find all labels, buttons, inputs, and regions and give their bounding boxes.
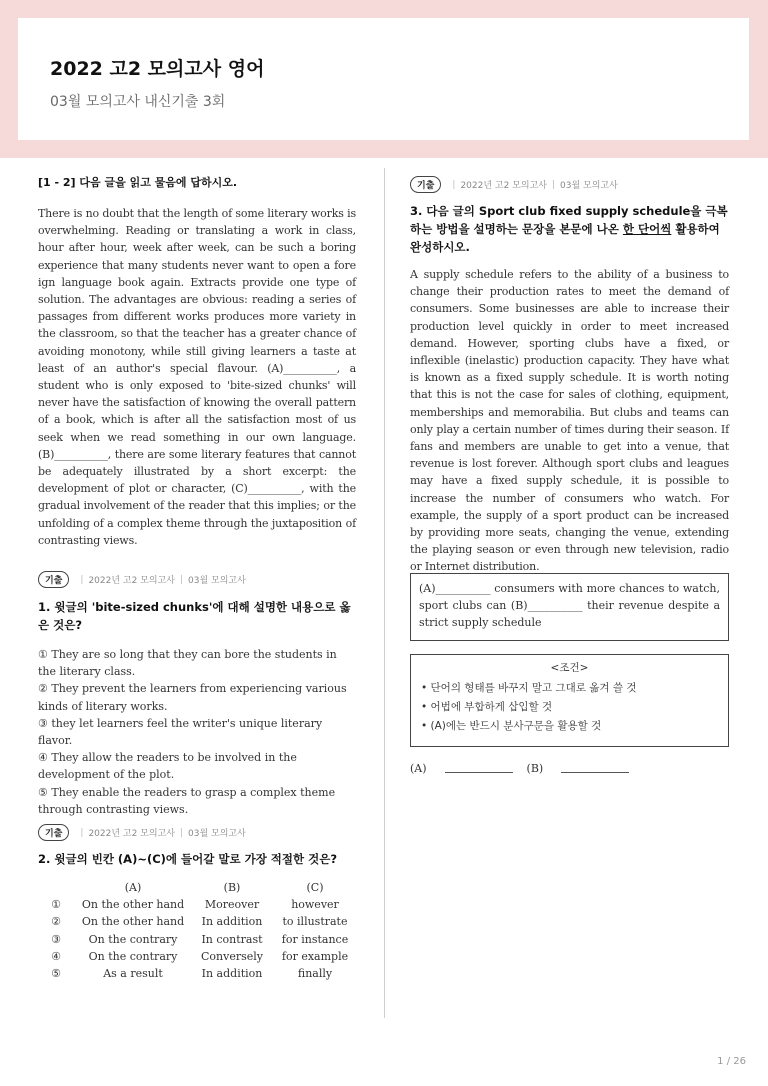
condition-item: • 단어의 형태를 바꾸지 말고 그대로 옮겨 쓸 것 <box>421 679 718 698</box>
q3-tag: 기출 <box>410 176 441 193</box>
page-number: 1 / 26 <box>717 1056 746 1067</box>
q2-row-num: ② <box>51 915 61 929</box>
q2-header-a: (A) <box>124 881 142 895</box>
q2-source-year: 2022년 고2 모의고사 <box>88 829 175 839</box>
q2-answer-table <box>38 879 358 982</box>
q1-tag: 기출 <box>38 571 69 588</box>
conditions-list <box>421 679 718 736</box>
conditions-title: <조건> <box>550 662 589 674</box>
q2-row-c: to illustrate <box>282 915 348 929</box>
q2-row-a: On the contrary <box>88 932 178 946</box>
summary-sentence: (A)__________ consumers with more chances to watch, sport clubs can (B)__________ their revenue despite a strict supply schedule <box>419 582 720 630</box>
q2-row-3[interactable] <box>38 931 358 948</box>
q2-source-month: 03월 모의고사 <box>188 829 246 839</box>
q1-source-row <box>38 571 246 588</box>
separator: | <box>80 574 84 585</box>
q2-row-c: however <box>291 898 339 912</box>
q2-title: 2. 윗글의 빈칸 (A)~(C)에 들어갈 말로 가장 적절한 것은? <box>38 852 338 866</box>
q1-source-year: 2022년 고2 모의고사 <box>88 576 175 586</box>
separator: | <box>179 574 184 585</box>
q2-row-2[interactable] <box>38 913 358 930</box>
q3-title-before: 3. 다음 글의 Sport club fixed supply schedule을 극복하는 방법을 설명하는 문장을 본문에 나온 <box>410 204 728 236</box>
q1-option-3[interactable]: ③ they let learners feel the writer's unique literary flavor. <box>38 716 323 748</box>
q2-row-c: finally <box>297 967 333 981</box>
instruction-heading: [1 - 2] 다음 글을 읽고 물음에 답하시오. <box>38 176 238 189</box>
q2-header-b: (B) <box>223 881 241 895</box>
separator: | <box>179 827 184 838</box>
q3-title-after: 활용하여 완성하시오. <box>410 222 720 254</box>
q2-row-c: for instance <box>281 932 349 946</box>
q3-source-row <box>410 176 618 193</box>
header-card <box>18 18 749 140</box>
q2-row-num: ① <box>51 898 61 912</box>
q2-row-5[interactable] <box>38 965 358 982</box>
answer-blanks <box>410 762 635 775</box>
q2-row-num: ⑤ <box>51 967 61 981</box>
q2-row-4[interactable] <box>38 948 358 965</box>
passage-right: A supply schedule refers to the ability of a business to change their production rates to meet the demand of consumers. Some businesses are able to increase their production level quickly in order to meet increased demand. However, sporting clubs have a fixed, or inflexible (inelastic) production capacity. They have what is known as a fixed supply schedule. It is worth noting that this is not the case for sales of clothing, equipment, memberships and memorabilia. But clubs and teams can only play a certain number of times during their season. If fans and members are unable to get into a venue, that revenue is lost forever. Although sport clubs and leagues may have a fixed supply schedule, it is possible to increase the number of consumers who watch. For example, the supply of a sport product can be increased by providing more seats, changing the venue, extending the playing season or even through new television, radio or Internet distribution. <box>410 268 729 574</box>
q1-source-month: 03월 모의고사 <box>188 576 246 586</box>
condition-item: • (A)에는 반드시 분사구문을 활용할 것 <box>421 717 718 736</box>
q2-row-a: On the contrary <box>88 949 178 963</box>
q1-title: 1. 윗글의 'bite-sized chunks'에 대해 설명한 내용으로 옳은 것은? <box>38 600 351 632</box>
answer-a-label: (A) <box>410 762 427 775</box>
q2-row-num: ③ <box>51 932 61 946</box>
q1-option-1[interactable]: ① They are so long that they can bore the students in the literary class. <box>38 648 337 679</box>
q1-option-4[interactable]: ④ They allow the readers to be involved in the development of the plot. <box>38 751 297 782</box>
q2-header-c: (C) <box>306 881 324 895</box>
q2-row-a: On the other hand <box>81 898 185 912</box>
q1-option-2[interactable]: ② They prevent the learners from experiencing various kinds of literary works. <box>38 682 347 713</box>
q3-source-year: 2022년 고2 모의고사 <box>460 181 547 191</box>
q2-row-b: In contrast <box>201 932 263 946</box>
q1-options <box>38 646 356 818</box>
condition-item: • 어법에 부합하게 삽입할 것 <box>421 698 718 717</box>
separator: | <box>80 827 84 838</box>
passage-left: There is no doubt that the length of some literary works is overwhelming. Reading or translating a work in class, hour after hour, week after week, can be such a boring experience that many students never want to open a fore ign language book again. Extracts provide one type of solution. The advantages are obvious: reading a series of passages from different works produces more variety in the classroom, so that the teacher has a greater chance of avoiding monotony, while still giving learners a taste at least of an author's special flavour. (A)__________, a student who is only exposed to 'bite-sized chunks' will never have the satisfaction of knowing the overall pattern of a book, which is after all the satisfaction most of us seek when we read something in our own language. (B)__________, there are some literary features that cannot be adequately illustrated by a short excerpt: the development of plot or character, (C)__________, with the gradual involvement of the reader that this implies; or the unfolding of a complex theme through the juxtaposition of contrasting views. <box>38 207 356 547</box>
answer-a-field[interactable] <box>445 762 513 773</box>
summary-box <box>410 573 729 641</box>
q2-source-row <box>38 824 246 841</box>
q3-title-underlined: 한 단어씩 <box>622 222 672 236</box>
q2-row-b: In addition <box>201 967 263 981</box>
q2-row-a: As a result <box>103 967 163 981</box>
q3-title <box>410 202 729 256</box>
q2-row-b: Moreover <box>204 898 260 912</box>
conditions-box <box>410 654 729 747</box>
q2-row-1[interactable] <box>38 896 358 913</box>
q1-option-5[interactable]: ⑤ They enable the readers to grasp a complex theme through contrasting views. <box>38 785 336 816</box>
column-divider <box>384 168 385 1018</box>
q2-header-row <box>38 879 358 896</box>
separator: | <box>452 179 456 190</box>
q2-row-c: for example <box>281 949 349 963</box>
answer-b-field[interactable] <box>561 762 629 773</box>
q2-tag: 기출 <box>38 824 69 841</box>
separator: | <box>551 179 556 190</box>
page-title: 2022 고2 모의고사 영어 <box>50 58 265 80</box>
q2-row-num: ④ <box>51 949 61 963</box>
q2-row-b: Conversely <box>201 949 263 963</box>
answer-b-label: (B) <box>526 762 544 775</box>
q3-source-month: 03월 모의고사 <box>560 181 618 191</box>
page-subtitle: 03월 모의고사 내신기출 3회 <box>50 94 226 110</box>
q2-row-b: In addition <box>201 915 263 929</box>
q2-row-a: On the other hand <box>81 915 185 929</box>
q2-header-num <box>38 879 74 896</box>
